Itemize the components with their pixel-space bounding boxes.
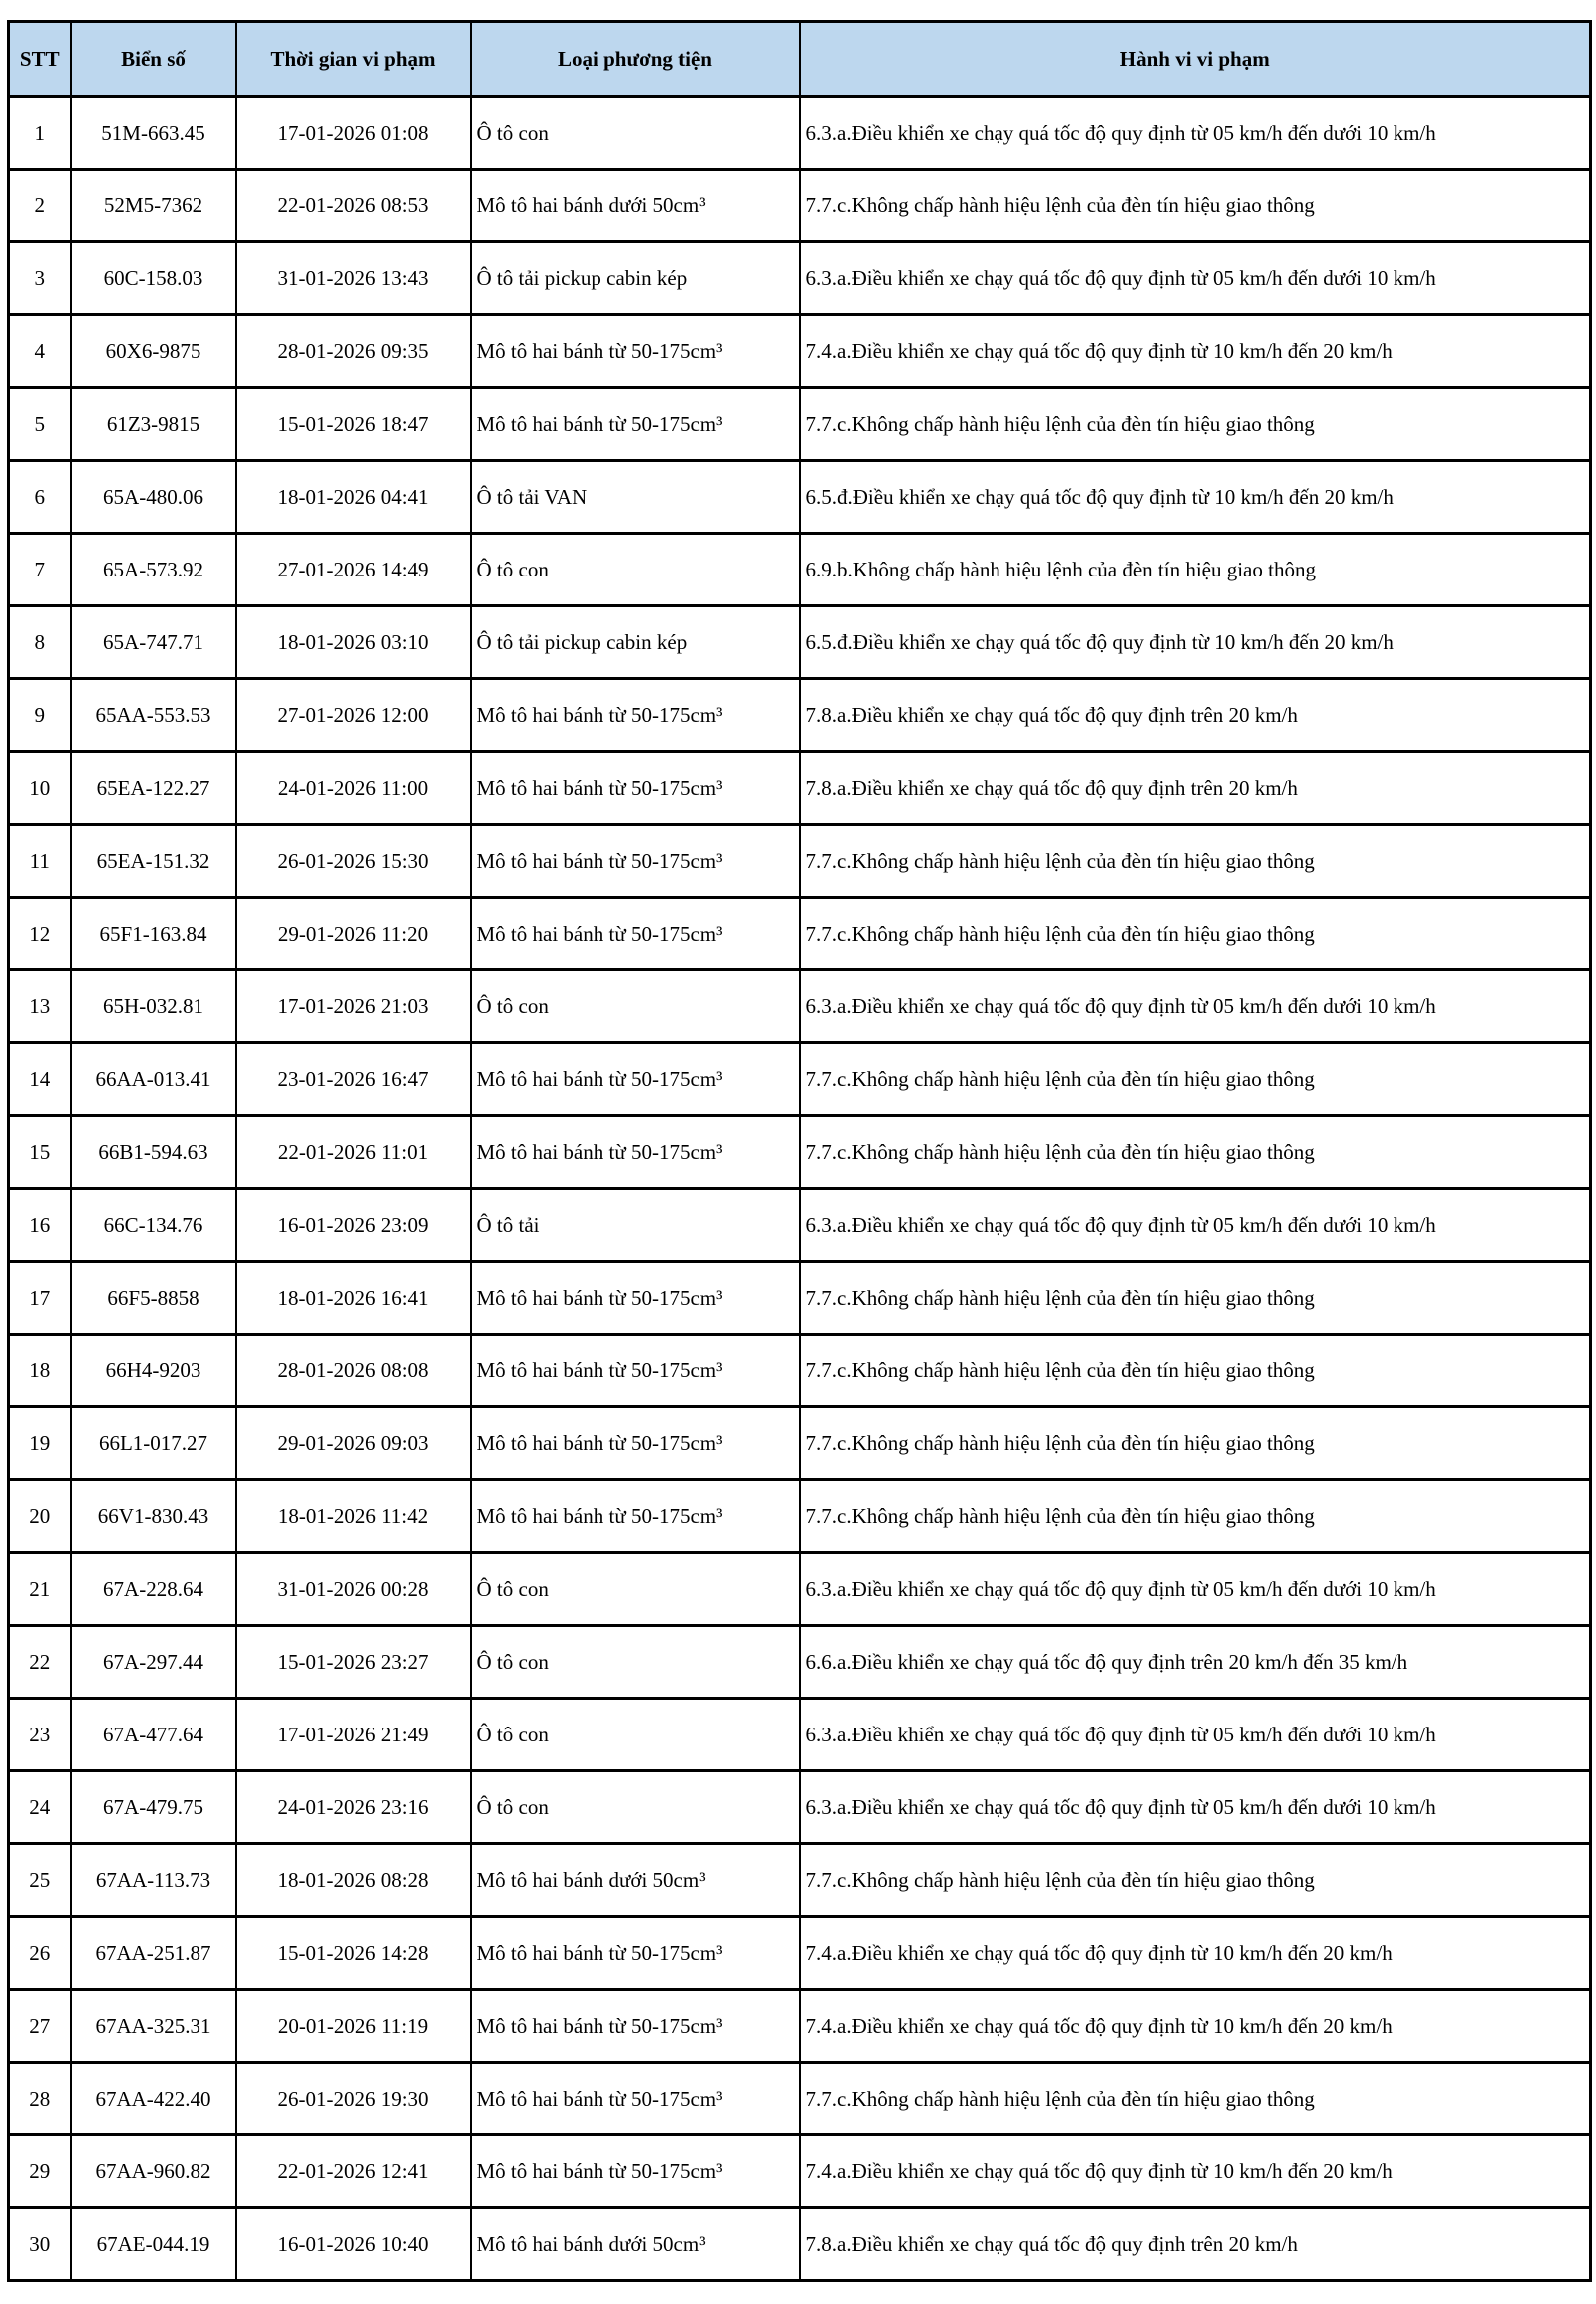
table-cell: 22-01-2026 11:01 — [236, 1116, 471, 1189]
table-cell: 10 — [9, 752, 71, 825]
table-row — [9, 1553, 1591, 1626]
table-cell: 7.7.c.Không chấp hành hiệu lệnh của đèn tín hiệu giao thông — [800, 2063, 1591, 2135]
table-body — [9, 97, 1591, 2281]
table-cell: 6.3.a.Điều khiển xe chạy quá tốc độ quy định từ 05 km/h đến dưới 10 km/h — [800, 1699, 1591, 1771]
table-cell: Mô tô hai bánh từ 50-175cm³ — [471, 2135, 800, 2208]
table-cell: 6.3.a.Điều khiển xe chạy quá tốc độ quy định từ 05 km/h đến dưới 10 km/h — [800, 1189, 1591, 1262]
table-cell: 6 — [9, 461, 71, 534]
table-cell: 17-01-2026 21:49 — [236, 1699, 471, 1771]
table-cell: 7.7.c.Không chấp hành hiệu lệnh của đèn tín hiệu giao thông — [800, 1480, 1591, 1553]
table-cell: 27-01-2026 14:49 — [236, 534, 471, 606]
table-cell: 15-01-2026 18:47 — [236, 388, 471, 461]
table-row — [9, 898, 1591, 970]
table-cell: 27-01-2026 12:00 — [236, 679, 471, 752]
table-cell: 6.5.đ.Điều khiển xe chạy quá tốc độ quy định từ 10 km/h đến 20 km/h — [800, 606, 1591, 679]
table-cell: 66B1-594.63 — [71, 1116, 236, 1189]
table-cell: Mô tô hai bánh dưới 50cm³ — [471, 170, 800, 242]
table-row — [9, 97, 1591, 170]
table-cell: 7.7.c.Không chấp hành hiệu lệnh của đèn tín hiệu giao thông — [800, 1407, 1591, 1480]
table-cell: 31-01-2026 13:43 — [236, 242, 471, 315]
table-cell: 7.7.c.Không chấp hành hiệu lệnh của đèn tín hiệu giao thông — [800, 1262, 1591, 1335]
table-row — [9, 1844, 1591, 1917]
table-cell: 67AA-960.82 — [71, 2135, 236, 2208]
table-cell: 67AA-251.87 — [71, 1917, 236, 1990]
table-cell: Ô tô con — [471, 97, 800, 170]
table-row — [9, 970, 1591, 1043]
header-row — [9, 22, 1591, 97]
table-row — [9, 1043, 1591, 1116]
table-cell: 65F1-163.84 — [71, 898, 236, 970]
table-cell: 23-01-2026 16:47 — [236, 1043, 471, 1116]
table-cell: 7.8.a.Điều khiển xe chạy quá tốc độ quy định trên 20 km/h — [800, 752, 1591, 825]
table-cell: 7.7.c.Không chấp hành hiệu lệnh của đèn tín hiệu giao thông — [800, 170, 1591, 242]
table-cell: 24-01-2026 23:16 — [236, 1771, 471, 1844]
table-row — [9, 170, 1591, 242]
table-cell: 30 — [9, 2208, 71, 2281]
table-cell: Mô tô hai bánh từ 50-175cm³ — [471, 1116, 800, 1189]
table-cell: 67A-228.64 — [71, 1553, 236, 1626]
table-cell: 18-01-2026 16:41 — [236, 1262, 471, 1335]
table-header — [9, 22, 1591, 97]
table-cell: 29 — [9, 2135, 71, 2208]
table-cell: 21 — [9, 1553, 71, 1626]
table-cell: 61Z3-9815 — [71, 388, 236, 461]
column-header-2: Thời gian vi phạm — [236, 22, 471, 97]
table-row — [9, 606, 1591, 679]
table-cell: Mô tô hai bánh từ 50-175cm³ — [471, 825, 800, 898]
table-cell: Ô tô con — [471, 534, 800, 606]
table-cell: 18-01-2026 03:10 — [236, 606, 471, 679]
table-cell: Ô tô tải VAN — [471, 461, 800, 534]
table-row — [9, 461, 1591, 534]
table-cell: 66H4-9203 — [71, 1335, 236, 1407]
table-row — [9, 2063, 1591, 2135]
table-cell: 66C-134.76 — [71, 1189, 236, 1262]
table-cell: 7.7.c.Không chấp hành hiệu lệnh của đèn tín hiệu giao thông — [800, 1335, 1591, 1407]
table-cell: 65AA-553.53 — [71, 679, 236, 752]
table-cell: 16-01-2026 23:09 — [236, 1189, 471, 1262]
table-cell: 7.7.c.Không chấp hành hiệu lệnh của đèn tín hiệu giao thông — [800, 898, 1591, 970]
table-cell: 17 — [9, 1262, 71, 1335]
table-cell: 7.4.a.Điều khiển xe chạy quá tốc độ quy định từ 10 km/h đến 20 km/h — [800, 1990, 1591, 2063]
violation-table — [7, 20, 1592, 2282]
table-row — [9, 2208, 1591, 2281]
table-row — [9, 1335, 1591, 1407]
table-cell: 18-01-2026 08:28 — [236, 1844, 471, 1917]
table-cell: Ô tô tải pickup cabin kép — [471, 606, 800, 679]
table-cell: 6.3.a.Điều khiển xe chạy quá tốc độ quy định từ 05 km/h đến dưới 10 km/h — [800, 1553, 1591, 1626]
table-cell: Ô tô tải pickup cabin kép — [471, 242, 800, 315]
table-cell: 52M5-7362 — [71, 170, 236, 242]
table-cell: 66AA-013.41 — [71, 1043, 236, 1116]
table-cell: 6.3.a.Điều khiển xe chạy quá tốc độ quy định từ 05 km/h đến dưới 10 km/h — [800, 242, 1591, 315]
table-cell: 9 — [9, 679, 71, 752]
table-cell: Mô tô hai bánh từ 50-175cm³ — [471, 315, 800, 388]
table-row — [9, 1480, 1591, 1553]
table-cell: Mô tô hai bánh từ 50-175cm³ — [471, 1917, 800, 1990]
table-row — [9, 1407, 1591, 1480]
table-cell: Ô tô tải — [471, 1189, 800, 1262]
table-cell: 28-01-2026 09:35 — [236, 315, 471, 388]
table-cell: 22-01-2026 08:53 — [236, 170, 471, 242]
table-cell: 65H-032.81 — [71, 970, 236, 1043]
table-row — [9, 1262, 1591, 1335]
table-cell: 17-01-2026 21:03 — [236, 970, 471, 1043]
table-cell: Mô tô hai bánh dưới 50cm³ — [471, 2208, 800, 2281]
table-cell: Mô tô hai bánh từ 50-175cm³ — [471, 679, 800, 752]
table-cell: 6.3.a.Điều khiển xe chạy quá tốc độ quy định từ 05 km/h đến dưới 10 km/h — [800, 970, 1591, 1043]
table-cell: 18 — [9, 1335, 71, 1407]
table-cell: Mô tô hai bánh từ 50-175cm³ — [471, 1480, 800, 1553]
table-cell: Ô tô con — [471, 1553, 800, 1626]
table-cell: 1 — [9, 97, 71, 170]
table-cell: 28-01-2026 08:08 — [236, 1335, 471, 1407]
table-row — [9, 388, 1591, 461]
table-cell: 7.4.a.Điều khiển xe chạy quá tốc độ quy định từ 10 km/h đến 20 km/h — [800, 2135, 1591, 2208]
table-cell: 67AA-325.31 — [71, 1990, 236, 2063]
table-cell: 15-01-2026 23:27 — [236, 1626, 471, 1699]
column-header-0: STT — [9, 22, 71, 97]
table-cell: 22-01-2026 12:41 — [236, 2135, 471, 2208]
table-cell: Mô tô hai bánh từ 50-175cm³ — [471, 1262, 800, 1335]
table-row — [9, 242, 1591, 315]
table-cell: Mô tô hai bánh từ 50-175cm³ — [471, 1990, 800, 2063]
table-cell: 8 — [9, 606, 71, 679]
table-cell: 66L1-017.27 — [71, 1407, 236, 1480]
table-row — [9, 1116, 1591, 1189]
table-cell: 65A-480.06 — [71, 461, 236, 534]
table-cell: 7.7.c.Không chấp hành hiệu lệnh của đèn tín hiệu giao thông — [800, 1116, 1591, 1189]
table-cell: 67AA-422.40 — [71, 2063, 236, 2135]
table-cell: 15 — [9, 1116, 71, 1189]
table-cell: 26 — [9, 1917, 71, 1990]
column-header-1: Biển số — [71, 22, 236, 97]
table-cell: 15-01-2026 14:28 — [236, 1917, 471, 1990]
table-cell: 14 — [9, 1043, 71, 1116]
table-cell: 66F5-8858 — [71, 1262, 236, 1335]
table-cell: 51M-663.45 — [71, 97, 236, 170]
table-cell: 67AE-044.19 — [71, 2208, 236, 2281]
table-cell: 24-01-2026 11:00 — [236, 752, 471, 825]
table-cell: 18-01-2026 11:42 — [236, 1480, 471, 1553]
table-cell: 65EA-151.32 — [71, 825, 236, 898]
table-row — [9, 825, 1591, 898]
table-row — [9, 1626, 1591, 1699]
table-row — [9, 1699, 1591, 1771]
table-cell: 12 — [9, 898, 71, 970]
table-cell: Mô tô hai bánh từ 50-175cm³ — [471, 752, 800, 825]
table-cell: 67A-297.44 — [71, 1626, 236, 1699]
table-cell: 7.7.c.Không chấp hành hiệu lệnh của đèn tín hiệu giao thông — [800, 388, 1591, 461]
table-row — [9, 534, 1591, 606]
table-cell: 67A-477.64 — [71, 1699, 236, 1771]
table-cell: Mô tô hai bánh từ 50-175cm³ — [471, 1335, 800, 1407]
table-cell: 26-01-2026 19:30 — [236, 2063, 471, 2135]
table-cell: 3 — [9, 242, 71, 315]
table-cell: 20 — [9, 1480, 71, 1553]
table-cell: 6.3.a.Điều khiển xe chạy quá tốc độ quy định từ 05 km/h đến dưới 10 km/h — [800, 97, 1591, 170]
table-cell: Ô tô con — [471, 970, 800, 1043]
table-cell: 7.8.a.Điều khiển xe chạy quá tốc độ quy định trên 20 km/h — [800, 2208, 1591, 2281]
table-cell: Ô tô con — [471, 1699, 800, 1771]
table-cell: 7.8.a.Điều khiển xe chạy quá tốc độ quy định trên 20 km/h — [800, 679, 1591, 752]
table-cell: Mô tô hai bánh từ 50-175cm³ — [471, 1407, 800, 1480]
table-cell: 65EA-122.27 — [71, 752, 236, 825]
table-cell: 11 — [9, 825, 71, 898]
table-cell: 6.5.đ.Điều khiển xe chạy quá tốc độ quy định từ 10 km/h đến 20 km/h — [800, 461, 1591, 534]
table-cell: 66V1-830.43 — [71, 1480, 236, 1553]
table-cell: Ô tô con — [471, 1626, 800, 1699]
table-cell: 28 — [9, 2063, 71, 2135]
table-cell: 25 — [9, 1844, 71, 1917]
table-cell: 7.7.c.Không chấp hành hiệu lệnh của đèn tín hiệu giao thông — [800, 1844, 1591, 1917]
table-cell: 22 — [9, 1626, 71, 1699]
table-cell: 5 — [9, 388, 71, 461]
table-cell: Mô tô hai bánh từ 50-175cm³ — [471, 1043, 800, 1116]
table-row — [9, 315, 1591, 388]
table-cell: 31-01-2026 00:28 — [236, 1553, 471, 1626]
table-row — [9, 2135, 1591, 2208]
table-cell: 60X6-9875 — [71, 315, 236, 388]
table-cell: 16 — [9, 1189, 71, 1262]
table-cell: 20-01-2026 11:19 — [236, 1990, 471, 2063]
table-cell: 7.4.a.Điều khiển xe chạy quá tốc độ quy định từ 10 km/h đến 20 km/h — [800, 315, 1591, 388]
table-row — [9, 1771, 1591, 1844]
table-cell: 6.6.a.Điều khiển xe chạy quá tốc độ quy định trên 20 km/h đến 35 km/h — [800, 1626, 1591, 1699]
table-cell: 65A-747.71 — [71, 606, 236, 679]
table-cell: 13 — [9, 970, 71, 1043]
table-cell: 6.9.b.Không chấp hành hiệu lệnh của đèn tín hiệu giao thông — [800, 534, 1591, 606]
table-cell: 6.3.a.Điều khiển xe chạy quá tốc độ quy định từ 05 km/h đến dưới 10 km/h — [800, 1771, 1591, 1844]
table-row — [9, 752, 1591, 825]
table-cell: 16-01-2026 10:40 — [236, 2208, 471, 2281]
table-cell: 26-01-2026 15:30 — [236, 825, 471, 898]
table-cell: 65A-573.92 — [71, 534, 236, 606]
table-cell: 60C-158.03 — [71, 242, 236, 315]
table-cell: Mô tô hai bánh từ 50-175cm³ — [471, 2063, 800, 2135]
table-cell: 4 — [9, 315, 71, 388]
table-cell: Mô tô hai bánh dưới 50cm³ — [471, 1844, 800, 1917]
table-row — [9, 1990, 1591, 2063]
table-cell: 7 — [9, 534, 71, 606]
table-cell: 19 — [9, 1407, 71, 1480]
table-row — [9, 679, 1591, 752]
table-row — [9, 1917, 1591, 1990]
table-cell: 23 — [9, 1699, 71, 1771]
table-cell: 67A-479.75 — [71, 1771, 236, 1844]
column-header-4: Hành vi vi phạm — [800, 22, 1591, 97]
table-cell: 2 — [9, 170, 71, 242]
table-cell: 29-01-2026 09:03 — [236, 1407, 471, 1480]
table-cell: Mô tô hai bánh từ 50-175cm³ — [471, 898, 800, 970]
table-cell: 7.4.a.Điều khiển xe chạy quá tốc độ quy định từ 10 km/h đến 20 km/h — [800, 1917, 1591, 1990]
table-cell: Mô tô hai bánh từ 50-175cm³ — [471, 388, 800, 461]
column-header-3: Loại phương tiện — [471, 22, 800, 97]
table-cell: 67AA-113.73 — [71, 1844, 236, 1917]
table-cell: 7.7.c.Không chấp hành hiệu lệnh của đèn tín hiệu giao thông — [800, 825, 1591, 898]
table-cell: 29-01-2026 11:20 — [236, 898, 471, 970]
table-cell: 24 — [9, 1771, 71, 1844]
table-cell: Ô tô con — [471, 1771, 800, 1844]
table-cell: 27 — [9, 1990, 71, 2063]
table-cell: 17-01-2026 01:08 — [236, 97, 471, 170]
table-cell: 18-01-2026 04:41 — [236, 461, 471, 534]
table-row — [9, 1189, 1591, 1262]
table-cell: 7.7.c.Không chấp hành hiệu lệnh của đèn tín hiệu giao thông — [800, 1043, 1591, 1116]
